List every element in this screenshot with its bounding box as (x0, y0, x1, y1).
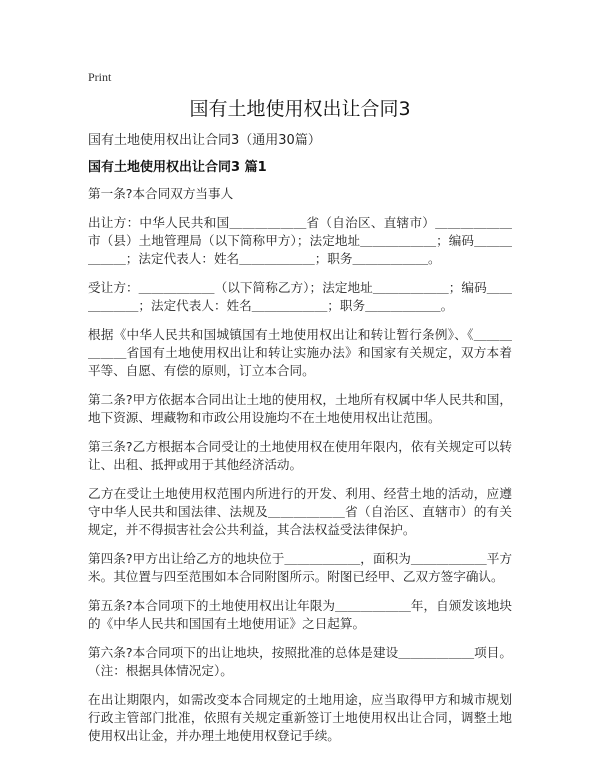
paragraph-article-2: 第二条?甲方依据本合同出让土地的使用权，土地所有权属中华人民共和国，地下资源、埋藏物和市政公用设施均不在土地使用权出让范围。 (88, 392, 512, 425)
document-page (88, 68, 512, 756)
paragraph-article-6: 第六条?本合同项下的出让地块，按照批准的总体是建设＿＿＿＿＿＿项目。（注：根据具体情况定）。 (88, 645, 512, 678)
document-subtitle: 国有土地使用权出让合同3（通用30篇） (88, 133, 321, 148)
section-heading: 国有土地使用权出让合同3 篇1 (88, 160, 267, 175)
paragraph-article-6-cont: 在出让期限内，如需改变本合同规定的土地用途，应当取得甲方和城市规划行政主管部门批准，依照有关规定重新签订土地使用权出让合同，调整土地使用权出让金，并办理土地使用权登记手续。 (88, 692, 512, 743)
paragraph-article-1: 第一条?本合同双方当事人 (88, 186, 234, 201)
paragraph-article-5: 第五条?本合同项下的土地使用权出让年限为＿＿＿＿＿＿年，自颁发该地块的《中华人民共和国国有土地使用证》之日起算。 (88, 598, 512, 631)
paragraph-grantee: 受让方：＿＿＿＿＿＿（以下简称乙方）；法定地址＿＿＿＿＿＿；编码＿＿＿＿＿＿；法定代表人：姓名＿＿＿＿＿＿；职务＿＿＿＿＿＿。 (88, 280, 512, 313)
paragraph-article-3: 第三条?乙方根据本合同受让的土地使用权在使用年限内，依有关规定可以转让、出租、抵押或用于其他经济活动。 (88, 439, 512, 472)
paragraph-article-4: 第四条?甲方出让给乙方的地块位于＿＿＿＿＿＿，面积为＿＿＿＿＿＿平方米。其位置与四至范围如本合同附图所示。附图已经甲、乙双方签字确认。 (88, 551, 512, 584)
document-title: 国有土地使用权出让合同3 (189, 98, 411, 120)
paragraph-article-3-cont: 乙方在受让土地使用权范围内所进行的开发、利用、经营土地的活动，应遵守中华人民共和国法律、法规及＿＿＿＿＿＿省（自治区、直辖市）的有关规定，并不得损害社会公共利益，其合法权益受法律保护。 (88, 486, 512, 537)
paragraph-basis: 根据《中华人民共和国城镇国有土地使用权出让和转让暂行条例》、《＿＿＿＿＿＿省国有土地使用权出让和转让实施办法》和国家有关规定，双方本着平等、自愿、有偿的原则，订立本合同。 (88, 327, 512, 378)
paragraph-grantor: 出让方：中华人民共和国＿＿＿＿＿＿省（自治区、直辖市）＿＿＿＿＿＿市（县）土地管理局（以下简称甲方）；法定地址＿＿＿＿＿＿；编码＿＿＿＿＿＿；法定代表人：姓名＿＿＿＿＿＿；职务＿＿＿＿＿＿。 (88, 215, 512, 266)
print-label: Print (88, 70, 112, 84)
